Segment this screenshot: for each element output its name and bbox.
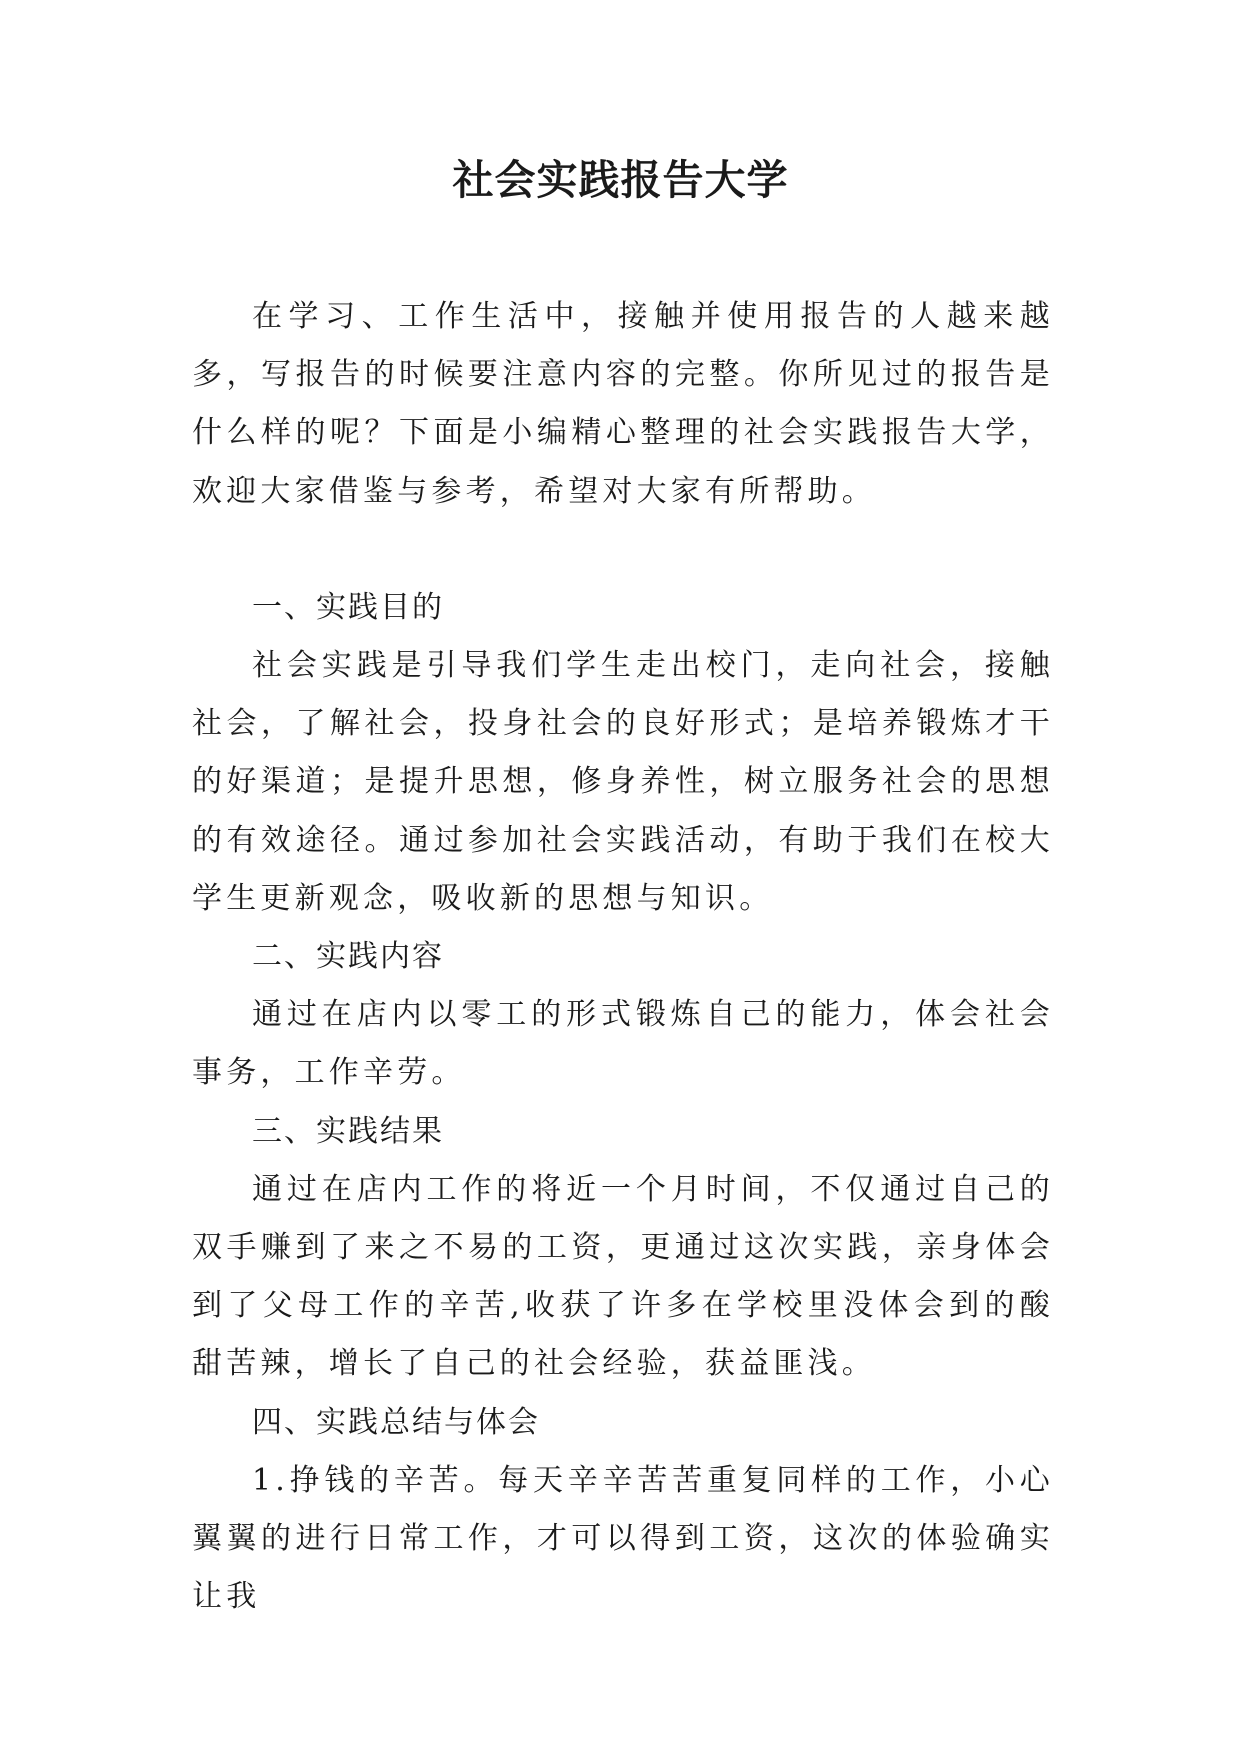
- page-title: 社会实践报告大学: [452, 156, 789, 204]
- section-heading-purpose: 一、实践目的: [252, 589, 444, 625]
- section-paragraph-purpose: 社会实践是引导我们学生走出校门，走向社会，接触社会，了解社会，投身社会的良好形式；是培养锻炼才干的好渠道；是提升思想，修身养性，树立服务社会的思想的有效途径。通过参加社会实践活动，有助于我们在校大学生更新观念，吸收新的思想与知识。: [192, 648, 1054, 916]
- section-heading-content: 二、实践内容: [252, 939, 444, 975]
- section-paragraph-content: 通过在店内以零工的形式锻炼自己的能力，体会社会事务，工作辛劳。: [192, 997, 1054, 1091]
- document-body: [192, 288, 1054, 1626]
- section-heading-summary: 四、实践总结与体会: [252, 1404, 540, 1440]
- intro-paragraph: 在学习、工作生活中，接触并使用报告的人越来越多，写报告的时候要注意内容的完整。你所见过的报告是什么样的呢？下面是小编精心整理的社会实践报告大学，欢迎大家借鉴与参考，希望对大家有所帮助。: [192, 299, 1054, 509]
- section-heading-result: 三、实践结果: [252, 1113, 444, 1149]
- section-paragraph-result: 通过在店内工作的将近一个月时间，不仅通过自己的双手赚到了来之不易的工资，更通过这次实践，亲身体会到了父母工作的辛苦,收获了许多在学校里没体会到的酸甜苦辣，增长了自己的社会经验，获益匪浅。: [192, 1171, 1054, 1382]
- section-paragraph-summary-item1: 1.挣钱的辛苦。每天辛辛苦苦重复同样的工作，小心翼翼的进行日常工作，才可以得到工资，这次的体验确实让我: [192, 1462, 1054, 1615]
